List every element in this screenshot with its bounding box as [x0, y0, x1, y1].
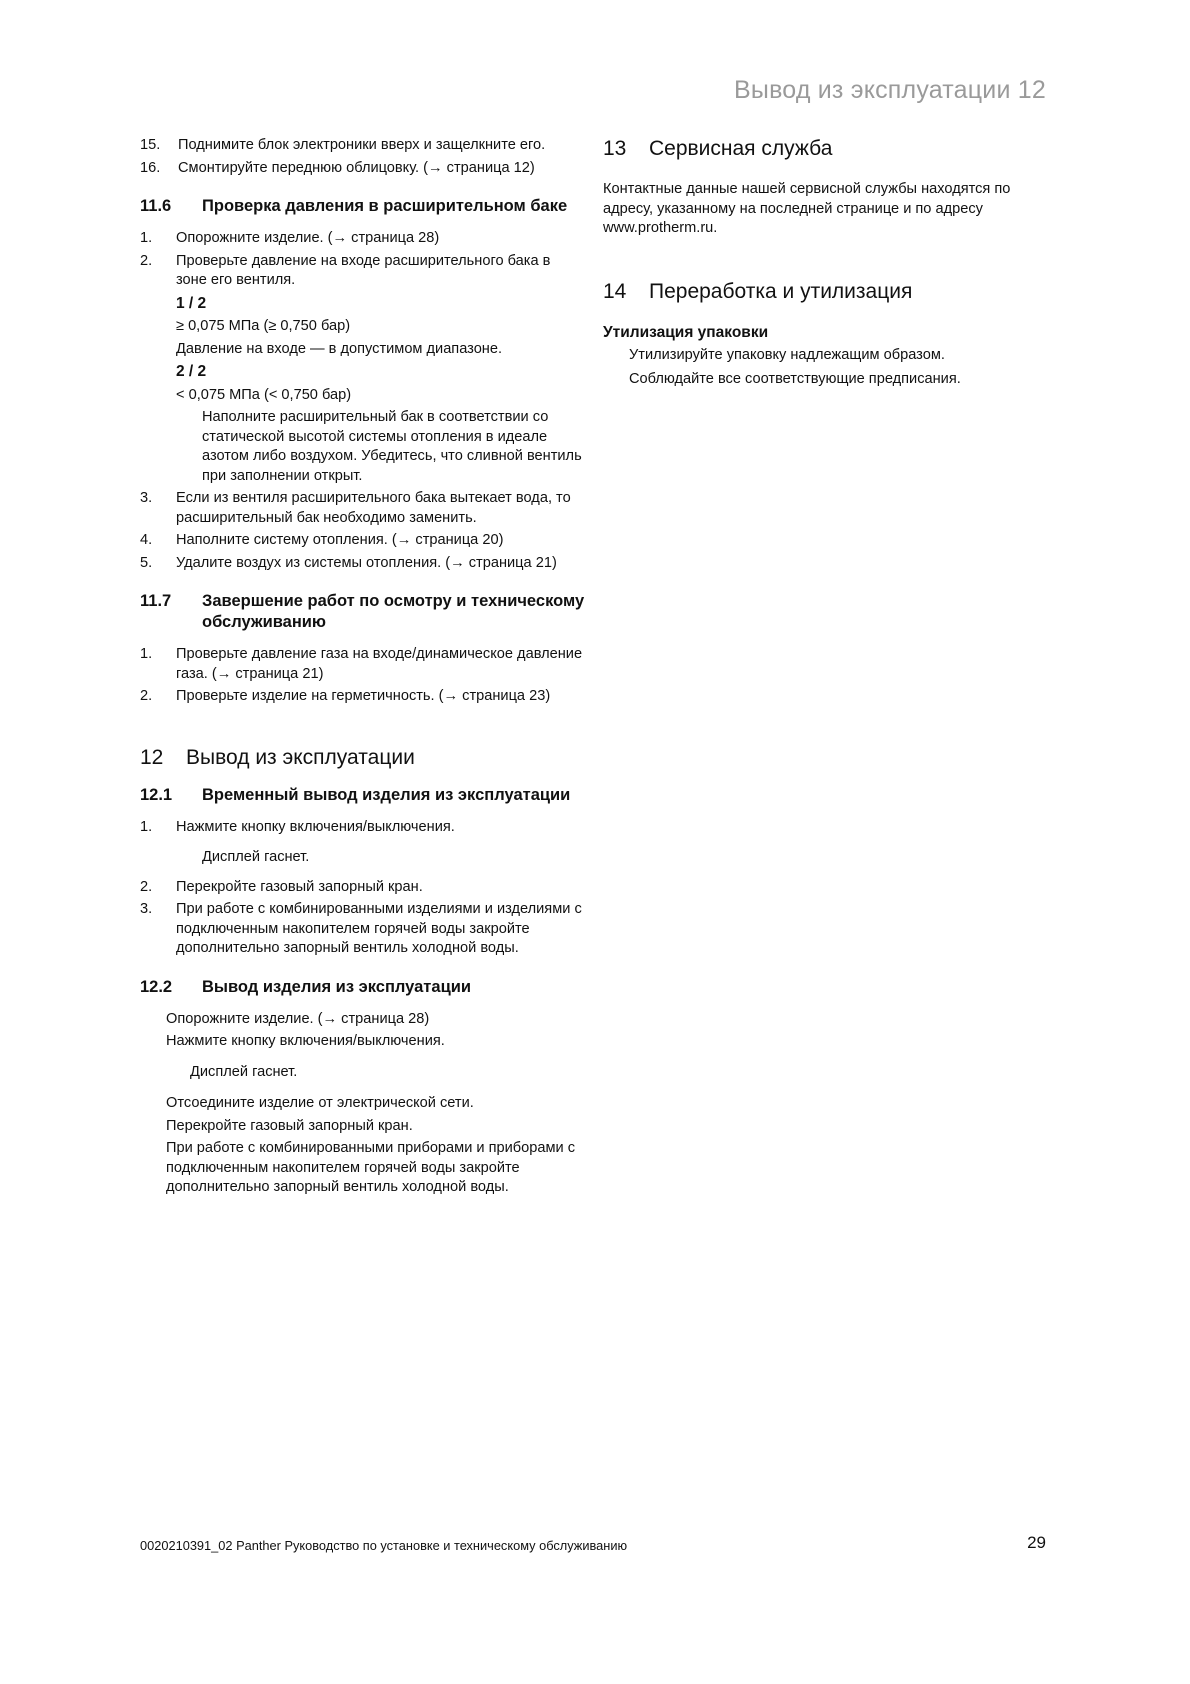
item-text: Поднимите блок электроники вверх и защелкните его. [178, 137, 546, 153]
list-item: 5. Удалите воздух из системы отопления. (→ страница 21) [140, 554, 557, 571]
list-item: 1. Опорожните изделие. (→ страница 28) [140, 230, 440, 246]
list-item: 2. Проверьте изделие на герметичность. (→ страница 23) [140, 688, 551, 704]
list-item [140, 136, 585, 156]
range-result: Давление на входе — в допустимом диапазоне. [176, 340, 503, 357]
list-item: 4. Наполните систему отопления. (→ страница 20) [140, 532, 504, 548]
chapter-heading-13: 13 Сервисная служба [603, 137, 833, 160]
step-text: Нажмите кнопку включения/выключения. [166, 1033, 445, 1049]
list-item: 1. Нажмите кнопку включения/выключения. [140, 818, 455, 835]
list-item: 1. Проверьте давление газа на входе/динамическое давление газа. (→ страница 21) [140, 646, 583, 682]
item-number: 15. [140, 137, 161, 153]
page-number: 29 [1027, 1533, 1046, 1552]
list-item: 3. Если из вентиля расширительного бака вытекает вода, то расширительный бак необходимо заменить. [140, 490, 571, 526]
list-item: 2. Перекройте газовый запорный кран. [140, 878, 423, 895]
section-heading-12-1: 12.1 Временный вывод изделия из эксплуатации [140, 785, 571, 804]
step-text: Отсоедините изделие от электрической сети. [166, 1095, 474, 1111]
range-action: Наполните расширительный бак в соответствии со статической высотой системы отопления в идеале азотом либо воздухом. Убедитесь, что сливной вентиль при заполнении открыт. [202, 409, 582, 484]
range-label: 1 / 2 [176, 294, 207, 312]
page-header: Вывод из эксплуатации 12 [734, 76, 1046, 104]
section-heading-11-7: 11.7 Завершение работ по осмотру и техническому обслуживанию [140, 592, 585, 631]
list-item: 3. При работе с комбинированными изделиями и изделиями с подключенным накопителем горячей воды закройте дополнительно запорный вентиль холодной воды. [140, 901, 582, 956]
result-text: Дисплей гаснет. [202, 849, 310, 865]
range-condition: < 0,075 МПа (< 0,750 бар) [176, 386, 352, 403]
footer-document-id: 0020210391_02 Panther Руководство по установке и техническому обслуживанию [140, 1538, 628, 1553]
section-heading-12-2: 12.2 Вывод изделия из эксплуатации [140, 977, 471, 996]
list-item [140, 159, 585, 179]
range-label: 2 / 2 [176, 363, 207, 380]
step-text: При работе с комбинированными приборами и приборами с подключенным накопителем горячей воды закройте дополнительно запорный вентиль холодной воды. [166, 1140, 576, 1195]
step-text: Опорожните изделие. (→ страница 28) [166, 1010, 430, 1027]
left-column [140, 136, 585, 1201]
item-number: 16. [140, 159, 161, 176]
item-text: Смонтируйте переднюю облицовку. (→ страница 12) [178, 159, 535, 176]
subheading: Утилизация упаковки [603, 323, 769, 341]
right-column [603, 136, 1048, 393]
chapter-heading-14: 14 Переработка и утилизация [603, 279, 913, 303]
disposal-line: Соблюдайте все соответствующие предписания. [629, 370, 961, 387]
list-item: 2. Проверьте давление на входе расширительного бака в зоне его вентиля. [140, 252, 551, 288]
disposal-line: Утилизируйте упаковку надлежащим образом. [629, 347, 945, 363]
range-condition: ≥ 0,075 МПа (≥ 0,750 бар) [176, 318, 351, 334]
step-text: Перекройте газовый запорный кран. [166, 1117, 413, 1134]
chapter-heading-12: 12 Вывод из эксплуатации [140, 745, 415, 769]
section-heading-11-6: 11.6 Проверка давления в расширительном баке [140, 197, 568, 215]
service-paragraph: Контактные данные нашей сервисной службы находятся по адресу, указанному на последней странице и по адресу www.protherm.ru. [603, 181, 1011, 236]
result-text: Дисплей гаснет. [190, 1063, 298, 1080]
